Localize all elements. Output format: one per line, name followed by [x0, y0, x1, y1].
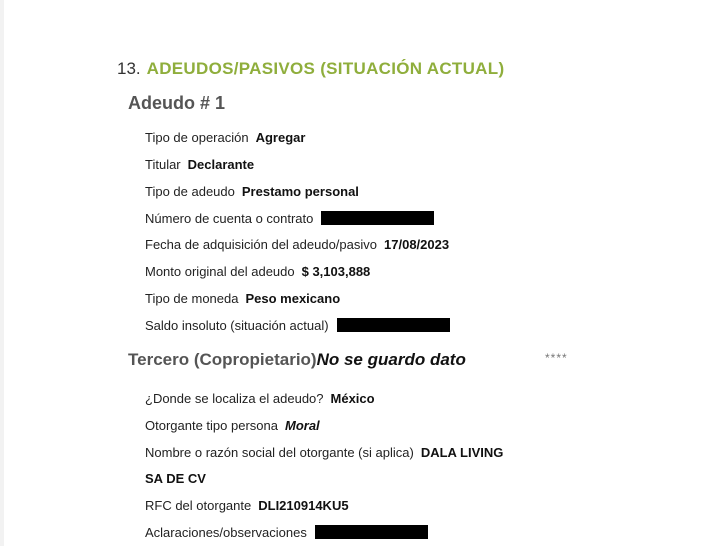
field-value: Declarante [187, 156, 255, 172]
field-label: ¿Donde se localiza el adeudo? [145, 390, 324, 406]
page-edge [0, 0, 4, 546]
field-creditor-person-type [145, 416, 320, 434]
third-party-heading [128, 350, 466, 370]
field-value: 17/08/2023 [384, 236, 450, 252]
field-value: DLI210914KU5 [258, 497, 349, 513]
section-heading [117, 59, 504, 79]
field-value: Moral [284, 417, 320, 433]
asterisk-marker: **** [545, 351, 568, 365]
field-debt-location [145, 389, 375, 407]
field-original-amount [145, 262, 370, 280]
field-value: Prestamo personal [241, 183, 359, 199]
field-label: Tipo de operación [145, 129, 249, 145]
field-holder [145, 155, 254, 173]
field-creditor-name [145, 443, 503, 461]
field-label: Monto original del adeudo [145, 263, 295, 279]
field-label: Saldo insoluto (situación actual) [145, 317, 329, 333]
section-title: ADEUDOS/PASIVOS (SITUACIÓN ACTUAL) [146, 59, 505, 78]
field-label: Nombre o razón social del otorgante (si aplica) [145, 444, 414, 460]
field-value: México [330, 390, 375, 406]
field-label: Tipo de adeudo [145, 183, 235, 199]
field-value: Agregar [255, 129, 306, 145]
field-debt-type [145, 182, 359, 200]
field-label: RFC del otorgante [145, 497, 252, 513]
field-value: DALA LIVING [420, 444, 504, 460]
field-acquisition-date [145, 235, 449, 253]
third-party-label: Tercero (Copropietario) [128, 350, 317, 369]
field-label: Número de cuenta o contrato [145, 210, 314, 226]
field-value: $ 3,103,888 [301, 263, 371, 279]
field-label: Fecha de adquisición del adeudo/pasivo [145, 236, 378, 252]
field-value: Peso mexicano [245, 290, 341, 306]
field-label: Titular [145, 156, 181, 172]
redaction-box [321, 211, 434, 225]
section-number: 13. [117, 59, 141, 78]
field-currency [145, 289, 340, 307]
redaction-box [315, 525, 428, 539]
field-label: Aclaraciones/observaciones [145, 524, 307, 540]
field-label: Otorgante tipo persona [145, 417, 278, 433]
field-remarks [145, 523, 428, 541]
field-creditor-rfc [145, 496, 349, 514]
field-label: Tipo de moneda [145, 290, 239, 306]
field-operation-type [145, 128, 305, 146]
field-creditor-name-continued: SA DE CV [145, 470, 206, 486]
redaction-box [337, 318, 450, 332]
third-party-value: No se guardo dato [316, 350, 466, 369]
field-outstanding-balance [145, 316, 450, 334]
field-account-number [145, 209, 434, 227]
debt-heading: Adeudo # 1 [128, 93, 226, 113]
